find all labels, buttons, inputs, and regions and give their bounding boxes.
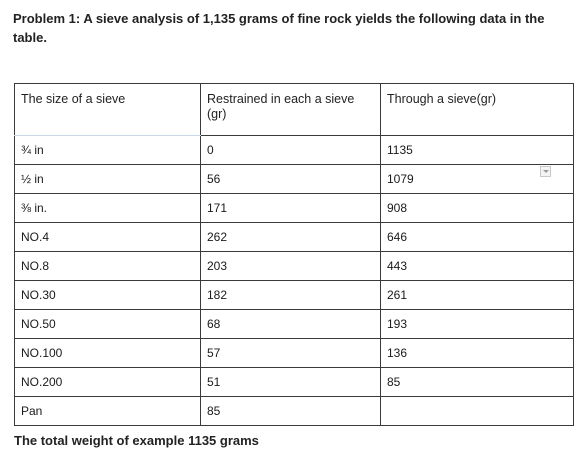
cell-sieve-size: Pan	[15, 397, 201, 426]
table-row	[15, 310, 574, 339]
header-through: Through a sieve(gr)	[381, 84, 574, 136]
cell-restrained: 171	[201, 194, 381, 223]
cell-through: 908	[381, 194, 574, 223]
cell-through: 193	[381, 310, 574, 339]
cell-through: 85	[381, 368, 574, 397]
cell-sieve-size: NO.30	[15, 281, 201, 310]
total-weight-text: The total weight of example 1135 grams	[14, 433, 259, 448]
cell-through	[381, 397, 574, 426]
cell-sieve-size: NO.50	[15, 310, 201, 339]
table-row	[15, 339, 574, 368]
cell-sieve-size: NO.4	[15, 223, 201, 252]
header-sieve-size: The size of a sieve	[15, 84, 201, 136]
table-row	[15, 194, 574, 223]
table-row	[15, 368, 574, 397]
table-row	[15, 223, 574, 252]
cell-sieve-size: ¾ in	[15, 136, 201, 165]
cell-sieve-size: NO.200	[15, 368, 201, 397]
problem-statement: Problem 1: A sieve analysis of 1,135 grams of fine rock yields the following data in the table.	[13, 11, 545, 45]
cell-through: 1135	[381, 136, 574, 165]
cell-sieve-size: ⅜ in.	[15, 194, 201, 223]
cell-restrained: 0	[201, 136, 381, 165]
header-restrained: Restrained in each a sieve (gr)	[201, 84, 381, 136]
cell-restrained: 56	[201, 165, 381, 194]
table-row	[15, 397, 574, 426]
cell-through: 261	[381, 281, 574, 310]
cell-through: 443	[381, 252, 574, 281]
cell-restrained: 68	[201, 310, 381, 339]
cell-through: 646	[381, 223, 574, 252]
cell-restrained: 51	[201, 368, 381, 397]
sieve-analysis-table	[14, 83, 574, 426]
cell-restrained: 262	[201, 223, 381, 252]
table-row	[15, 165, 574, 194]
table-row	[15, 281, 574, 310]
table-header-row	[15, 84, 574, 136]
table-row	[15, 252, 574, 281]
cell-sieve-size: NO.100	[15, 339, 201, 368]
cell-sieve-size: NO.8	[15, 252, 201, 281]
cell-restrained: 57	[201, 339, 381, 368]
cell-through: 136	[381, 339, 574, 368]
cell-through: 1079	[381, 165, 574, 194]
table-row	[15, 136, 574, 165]
cell-sieve-size: ½ in	[15, 165, 201, 194]
chevron-down-icon[interactable]	[540, 166, 551, 177]
cell-restrained: 203	[201, 252, 381, 281]
cell-restrained: 182	[201, 281, 381, 310]
cell-restrained: 85	[201, 397, 381, 426]
